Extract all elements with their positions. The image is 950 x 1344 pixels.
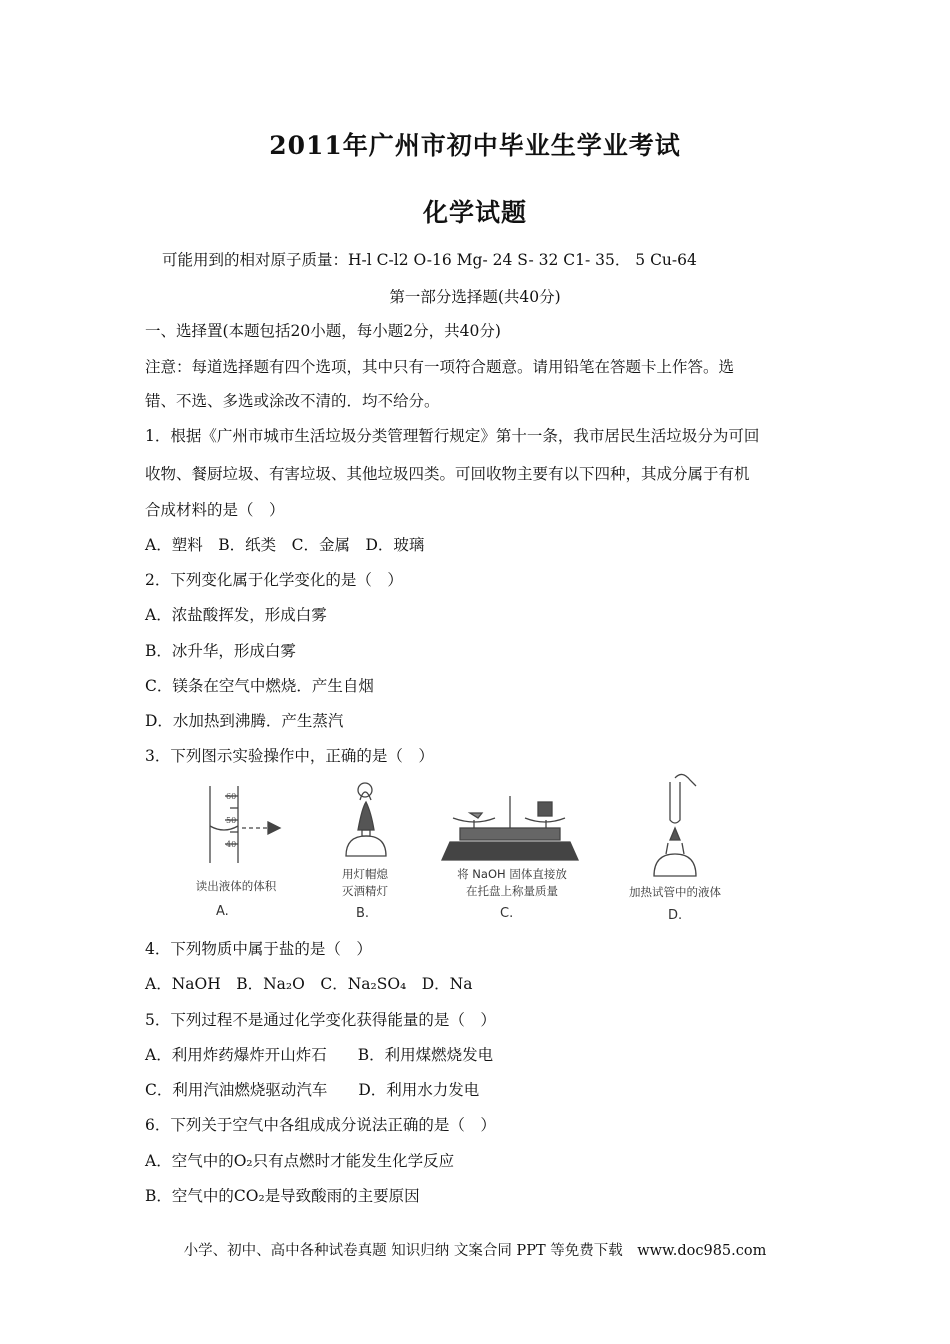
- notice-line-2: 错、不选、多选或涂改不清的．均不给分。: [145, 392, 440, 410]
- q6-option-a: A．空气中的O₂只有点燃时才能发生化学反应: [145, 1152, 455, 1170]
- q6-stem: 6．下列关于空气中各组成成分说法正确的是（ ）: [145, 1116, 496, 1134]
- fig-b-caption-1: 用灯帽熄: [342, 867, 388, 881]
- alcohol-lamp-drawing: [346, 783, 386, 856]
- fig-b-label: B.: [356, 906, 370, 921]
- q1-line-2: 收物、餐厨垃圾、有害垃圾、其他垃圾四类。可回收物主要有以下四种，其成分属于有机: [145, 465, 750, 483]
- notice-line-1: 注意：每道选择题有四个选项，其中只有一项符合题意。请用铅笔在答题卡上作答。选: [145, 358, 735, 376]
- fig-a-caption: 读出液体的体积: [195, 879, 277, 893]
- fig-c-label: C.: [500, 906, 514, 921]
- part-heading: 第一部分选择题(共40分): [389, 288, 561, 306]
- tick-50: 50: [226, 816, 237, 825]
- q1-options: A．塑料 B．纸类 C．金属 D．玻璃: [145, 536, 425, 554]
- q2-option-d: D．水加热到沸腾．产生蒸汽: [145, 712, 344, 730]
- fig-d-label: D.: [668, 908, 683, 923]
- footer-download-link[interactable]: 小学、初中、高中各种试卷真题 知识归纳 文案合同 PPT 等免费下载 www.doc985.com: [183, 1243, 767, 1259]
- q5-options-cd: C．利用汽油燃烧驱动汽车 D．利用水力发电: [145, 1081, 480, 1099]
- q1-line-3: 合成材料的是（ ）: [145, 501, 285, 519]
- fig-d-caption: 加热试管中的液体: [629, 885, 721, 899]
- q2-stem: 2．下列变化属于化学变化的是（ ）: [145, 571, 403, 589]
- q2-option-c: C．镁条在空气中燃烧．产生自烟: [145, 677, 374, 695]
- q2-option-a: A．浓盐酸挥发，形成白雾: [145, 606, 327, 624]
- fig-a-label: A.: [216, 904, 229, 919]
- tick-60: 60: [226, 792, 237, 801]
- tick-40: 40: [226, 840, 237, 849]
- q6-option-b: B．空气中的CO₂是导致酸雨的主要原因: [145, 1187, 420, 1205]
- q5-options-ab: A．利用炸药爆炸开山炸石 B．利用煤燃烧发电: [145, 1046, 494, 1064]
- graduated-cylinder-drawing: [210, 786, 280, 863]
- atomic-masses: 可能用到的相对原子质量：H-l C-l2 O-16 Mg- 24 S- 32 C1- 35． 5 Cu-64: [162, 251, 697, 269]
- q5-stem: 5．下列过程不是通过化学变化获得能量的是（ ）: [145, 1011, 496, 1029]
- fig-c-caption-1: 将 NaOH 固体直接放: [457, 867, 567, 881]
- q1-line-1: 1．根据《广州市城市生活垃圾分类管理暂行规定》第十一条，我市居民生活垃圾分为可回: [145, 427, 760, 445]
- section-heading: 一、选择置(本题包括20小题，每小题2分，共40分): [145, 322, 501, 340]
- q3-figure: [170, 768, 770, 928]
- q3-stem: 3．下列图示实验操作中，正确的是（ ）: [145, 747, 434, 765]
- q4-stem: 4．下列物质中属于盐的是（ ）: [145, 940, 372, 958]
- q2-option-b: B．冰升华，形成白雾: [145, 642, 296, 660]
- q4-options: A．NaOH B．Na₂O C．Na₂SO₄ D．Na: [145, 975, 473, 993]
- balance-drawing: [442, 796, 578, 860]
- fig-c-caption-2: 在托盘上称量质量: [466, 884, 558, 898]
- fig-b-caption-2: 灭酒精灯: [342, 884, 388, 898]
- test-tube-heating-drawing: [654, 774, 696, 876]
- exam-subtitle: 化学试题: [422, 198, 527, 227]
- q3-figure-drawing: [170, 768, 770, 928]
- exam-title: 2011年广州市初中毕业生学业考试: [269, 131, 681, 160]
